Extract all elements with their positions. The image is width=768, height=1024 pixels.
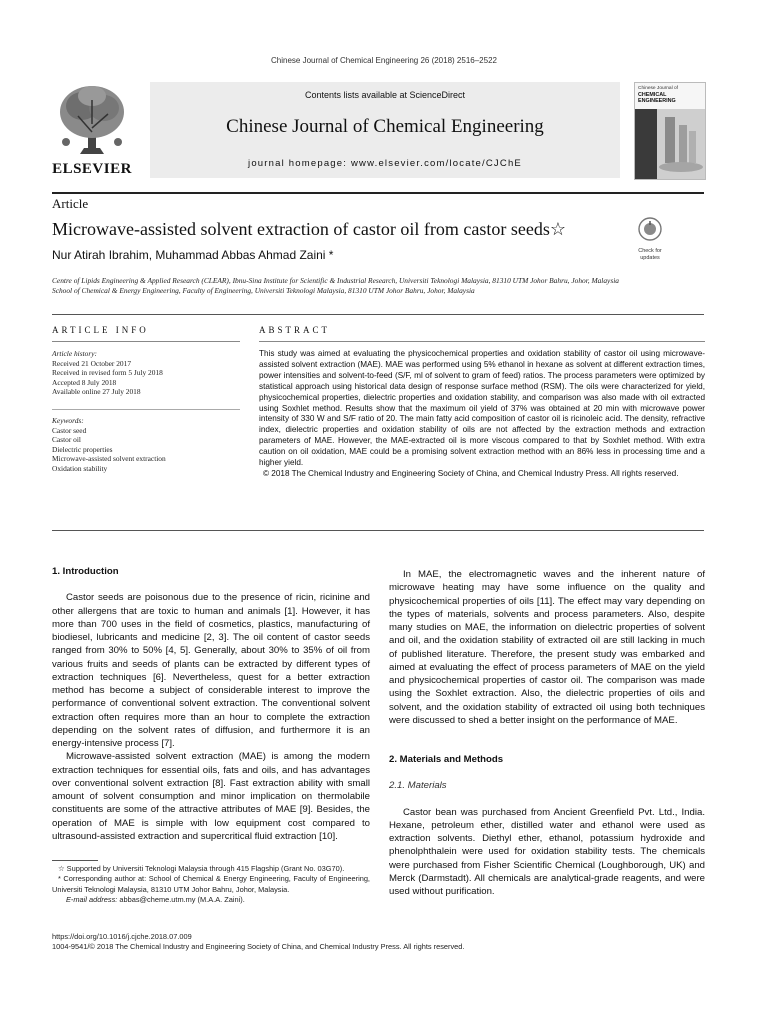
affiliation-1: Centre of Lipids Engineering & Applied Research (CLEAR), Ibnu-Sina Institute for Scientific & Industrial Research, Universiti Teknologi Malaysia, 81310 UTM Johor Bahru, Johor, Malaysia: [52, 276, 619, 285]
abstract-text: This study was aimed at evaluating the physicochemical properties and oxidation stability of castor oil using microwave-assisted solvent extraction (MAE). MAE was performed using 5% ethanol in hexane as solvent at different extraction times, power intensities and solvent-to-feed (S/F, ml of solvent to gram of feed) ratios. The process parameters were optimized by statistical approach using historical data design of response surface method (RSM). The oils were characterized for yield, physicochemical properties, dielectric properties and oxidation stability, and comparison was also made with oil extracted using Soxhlet method. Results show that the maximum oil yield of 37% was obtained at 20 min with microwave power intensity of 330 W and S/F ratio of 20. The main fatty acid composition of castor oil is ricinoleic acid. The density, refractive index, dielectric properties and oxidation stability of oils are not affected by the extraction methods and extraction parameters of MAE. However, the MAE-extracted oil is more viscous compared to that by Soxhlet method. With extra caution on oil oxidation, MAE could be a promising solvent extraction method with an 86% less in processing time and a higher yield.: [259, 349, 705, 468]
author-email-link[interactable]: abbas@cheme.utm.my (M.A.A. Zaini).: [119, 895, 245, 905]
section-heading-introduction: 1. Introduction: [52, 566, 119, 577]
history-accepted: Accepted 8 July 2018: [52, 377, 117, 387]
history-revised: Received in revised form 5 July 2018: [52, 368, 163, 377]
issn-copyright-line: 1004-9541/© 2018 The Chemical Industry and Engineering Society of China, and Chemical Industry Press. All rights reserved.: [52, 942, 465, 951]
article-info-rule: [52, 341, 240, 342]
keyword-item: Microwave-assisted solvent extraction: [52, 454, 166, 463]
funding-footnote: ☆ Supported by Universiti Teknologi Malaysia through 415 Flagship (Grant No. 03G70).: [58, 864, 345, 873]
journal-title: Chinese Journal of Chemical Engineering: [226, 116, 544, 137]
cover-image: [635, 109, 705, 179]
abstract-heading: ABSTRACT: [259, 325, 331, 335]
section-heading-methods: 2. Materials and Methods: [389, 754, 504, 765]
abstract-copyright: © 2018 The Chemical Industry and Engineering Society of China, and Chemical Industry Press. All rights reserved.: [263, 468, 679, 478]
footnote-rule: [52, 860, 98, 861]
corresponding-author-footnote: * Corresponding author at: School of Chemical & Energy Engineering, Faculty of Engineering, Universiti Teknologi Malaysia, 81310 UTM Johor Bahru, Johor, Malaysia.: [52, 874, 370, 894]
keyword-item: Castor seed: [52, 425, 87, 435]
author-list: Nur Atirah Ibrahim, Muhammad Abbas Ahmad Zaini *: [52, 248, 334, 262]
email-label: E-mail address:: [66, 895, 118, 905]
elsevier-wordmark: ELSEVIER: [52, 161, 132, 177]
check-for-updates-badge[interactable]: [628, 217, 672, 261]
journal-cover-thumbnail: [634, 82, 706, 180]
journal-masthead: [52, 82, 704, 186]
affiliation-2: School of Chemical & Energy Engineering, Faculty of Engineering, Universiti Teknologi Malaysia, 81310 UTM Johor Bahru, Johor, Malaysia: [52, 286, 475, 295]
front-matter-bottom-rule: [52, 530, 704, 531]
keyword-item: Castor oil: [52, 435, 81, 444]
left-column: [52, 565, 370, 843]
doi-link[interactable]: https://doi.org/10.1016/j.cjche.2018.07.009: [52, 932, 192, 941]
footnotes: [52, 864, 370, 906]
running-head: Chinese Journal of Chemical Engineering 26 (2018) 2516–2522: [271, 56, 497, 65]
cover-line-1: Chinese Journal of: [638, 86, 678, 91]
history-label: Article history:: [52, 349, 97, 358]
history-online: Available online 27 July 2018: [52, 387, 141, 396]
header-divider: [52, 314, 704, 315]
keywords-block: [52, 416, 240, 473]
contents-line: Contents lists available at ScienceDirect: [304, 90, 466, 100]
keyword-item: Oxidation stability: [52, 463, 108, 473]
journal-homepage-link[interactable]: journal homepage: www.elsevier.com/locate/CJChE: [248, 158, 522, 169]
materials-paragraph: Castor bean was purchased from Ancient Greenfield Pvt. Ltd., India. Hexane, petroleum ether, distilled water and ethanol were used as extraction solvents. Diethyl ether, ethanol, potassium hydroxide and phenolphthalein were used for oxidation stability tests. The chemicals were purchased from Fisher Scientific Chemical (Loughborough, UK) and Merck (Darmstadt). All chemicals are analytical-grade reagents, and were used without purification.: [389, 806, 705, 897]
intro-paragraph-2: Microwave-assisted solvent extraction (MAE) is among the modern extraction techniques for essential oils, fats and oils, and has advantages over conventional solvent extraction [8]. Fast extraction ability with small amount of solvent consumption and minor implication on thermolabile constituents are some of the attractive attributes of MAE [9]. Besides, the operation of MAE is simple with low equipment cost compared to ultrasound-assisted extraction and supercritical fluid extraction [10].: [52, 751, 370, 842]
right-column: [389, 568, 705, 898]
cover-line-2: CHEMICAL ENGINEERING: [638, 92, 676, 104]
subsection-heading-materials: 2.1. Materials: [389, 780, 447, 792]
history-received: Received 21 October 2017: [52, 358, 132, 368]
journal-banner: [150, 82, 620, 178]
keywords-rule: [52, 409, 240, 410]
doi-block: [52, 932, 464, 952]
intro-paragraph-3: In MAE, the electromagnetic waves and the inherent nature of microwave heating may have some influence on the quality and physicochemical properties of oils [11]. The effect may vary depending on the types of materials, solvents and process parameters. Also, despite many studies on MAE, the information on dielectric properties of solvent and oil, and the oxidation stability of extracted oil are still lacking in much of published literature. Therefore, the present study was embarked and aimed at evaluating the effect of process parameters of MAE on the yield and physicochemical properties of castor oil. The comparison was made using the Soxhlet extraction. Also, the dielectric properties of oils and solvent, and the oxidation stability of extracted oil using both techniques were discussed to shed a better insight on the performance of MAE.: [389, 569, 705, 726]
article-history: [52, 349, 240, 397]
paper-title: Microwave-assisted solvent extraction of castor oil from castor seeds☆: [52, 219, 566, 239]
masthead-rule: [52, 192, 704, 194]
keywords-label: Keywords:: [52, 416, 84, 425]
abstract-body: [259, 349, 705, 480]
article-type: Article: [52, 196, 89, 211]
check-for-updates-label: Check for updates: [638, 248, 662, 261]
keyword-item: Dielectric properties: [52, 444, 113, 454]
article-info-heading: ARTICLE INFO: [52, 325, 149, 335]
abstract-rule: [259, 341, 705, 342]
intro-paragraph-1: Castor seeds are poisonous due to the presence of ricin, ricinine and other allergens that are toxic to human and animals [1]. However, it has more than 700 uses in the field of cosmetics, plastics, manufacturing of biodiesel, lubricants and medicine [2, 3]. The oil content of castor seeds ranged from 30% to 50% [4, 5]. Generally, about 30% to 35% of oil from various fruits and seeds of plants can be extracted by different types of extraction techniques [6]. Nevertheless, quest for a better extraction method has become a subject of considerable interest to improve the performance of conventional solvent extraction. The conventional solvent extraction often requires more than an hour to complete the extraction depending on the solvent rates of diffusion, and furthermore it is an energy-intensive process [7].: [52, 592, 370, 749]
